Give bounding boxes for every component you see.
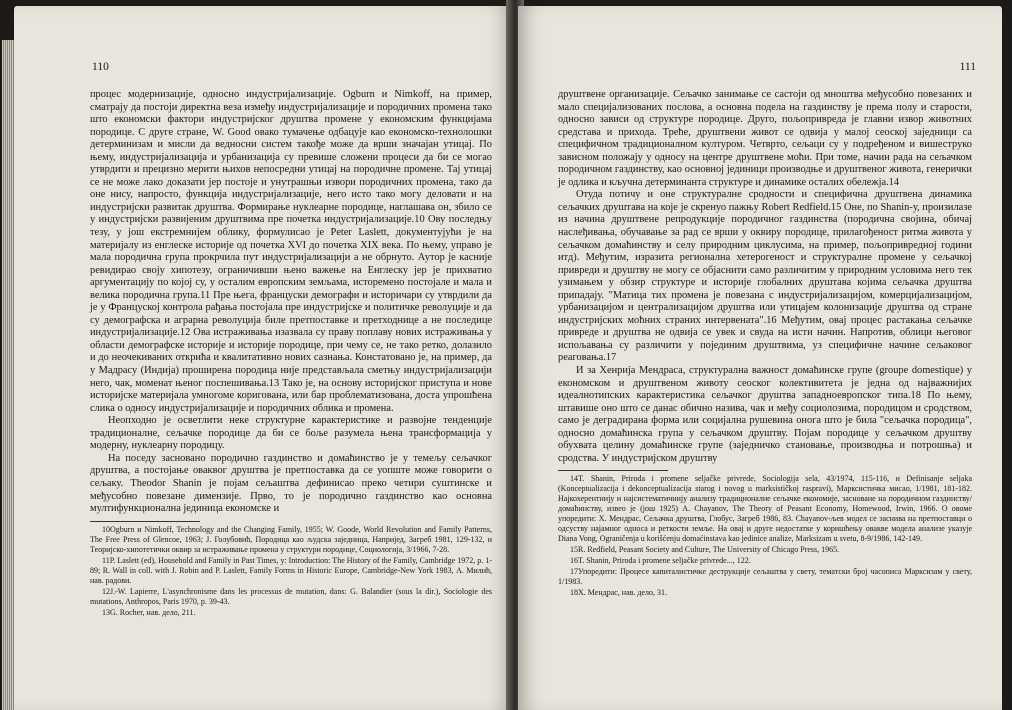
footnote: 18Х. Мендрас, нав. дело, 31. — [570, 588, 668, 598]
footnote-divider — [90, 521, 200, 522]
right-page — [518, 6, 1002, 710]
footnote: 13G. Rocher, нав. дело, 211. — [102, 607, 196, 617]
footnote: 11P. Laslett (ed), Household and Family in Past Times, у: Introduction: The History of the Family, Cambridge 1972, p. 1-89; R. Wall in coll. with J. Robin and P. Laslett, Family Forms in Historic Europe, Cambridge-New York 1983, А. Милић, нав. радови. — [90, 555, 492, 585]
paragraph: процес модернизације, односно индустријализације. Ogburn и Nimkoff, на пример, сматрају да постоји директна веза између индустријализације и породичних промена тако што економски фактори индустријског друштва промене у економским функцијама породице. С друге стране, W. Good овако тумачење одбацује као економско-технолошки детерминизам и мисли да ведносни систем такође може да врши значајан утицај. По њему, индустријализација и урбанизација су превише сложени процеси да би се могао утврдити и прецизно мерити њихов непосредни утицај на породичне промене. Тај утицај се не може лако доказати јер постоје и унутрашњи извори породичних промена, тако да оне нису, напросто, функција индустријализације, него исто тако могу деловати и на индустријски развитак друштва. Формирање нуклеарне породице, наглашава он, збило се у индустријски развијеним друштвима пре почетка индустријализације.10 Ову последњу тезу, у још екстремнијем облику, формулисао је Peter Laslett, документујући је на материјалу из енглеске историје од почетка XVI до почетка XIX века. По њему, управо је мала породична група прокрчила пут индустријализацији а не обрнуто. Аутор је касније ревидирао своју хипотезу, ограничивши њено важење на Енглеску јер је прихватио аргументацију по којој су, у осталим европским земљама, исторемено постојале и мала и велика породична група.11 Пре њега, француски демографи и историчари су утврдили да је у Француској контрола рађања постојала пре индустријске и политичке револуције и да су демографска и аграрна револуција биле претпоставке и претходнице а не последице индустријализације.12 Ова истраживања изазвала су праву поплаву нових истраживања у области демографске историје и историје породице, при чему се, не тако ретко, долазило и до неочекиваних открића и квалитативно нових сазнања. Констатовано је, на пример, да у Мадрасу (Индија) проширена породица није представљала сметњу индустријализацији него, чак, моменат њеног поспешивања.13 Тако је, на основу историјског приступа и нове историјске материјала умногоме коригована, или бар проблематизована, доста упрошћена слика о односу индустријализације и породичних облика и промена. — [90, 89, 492, 414]
footnote: 15R. Redfield, Peasant Society and Culture, The University of Chicago Press, 1965. — [570, 545, 840, 555]
main-text — [558, 89, 972, 599]
footnote: 17Упоредити: Процесе капиталистичке деструкције сељаштва у свету, тематски број часописа Марксизам у свету, 1/1983. — [558, 567, 972, 587]
footnote: 10Ogburn и Nimkoff, Technology and the Changing Family, 1955; W. Goode, World Revolution and Family Patterns, The Free Press of Glencoe, 1963; Ј. Голубовић, Породица као људска заједница, Напријед, Загреб 1981, 129-132, и Теоријско-хипотетички оквир за истраживање промена у структури породице, Социологија, 3/1966, 7-28. — [90, 524, 492, 554]
paragraph: На поседу засновано породично газдинство и домаћинство је у темељу сељачког друштва, а постојање оваквог друштва је претпоставка да се уопште може говорити о сељаку. Theodor Shanin је појам сељаштва дефинисао преко четири суштинске и међусобно повезане димензије. Прво, то је породично газдинство као основна мултифункционална јединица економске и — [90, 452, 492, 515]
paragraph: друштвене организације. Сељачко занимање се састоји од мноштва међусобно повезаних и мало специјализованих послова, а основна подела на газдинству је према полу и старости, односно зависи од структуре породице. Друго, пољопривреда је главни извор животних средстава и прихода. Треће, друштвени живот се одвија у малој сеоској заједници са специфичном традиционалном културом. Четврто, сељаци су у подређеном и вишеструко зависном положају у односу на центре друштвене моћи. При томе, начин рада на сељачком породичном газдинству, као основној јединици производње и друштвеног живота, генерички је одлика и кључна детерминанта структуре и динамике осталих обележја.14 — [558, 89, 972, 188]
footnote: 16T. Shanin, Priroda i promene seljačke privrede..., 122. — [570, 556, 751, 566]
page-number: 111 — [959, 61, 976, 73]
paragraph: Отуда потичу и оне структуралне сродности и специфична друштвена динамика сељачких друштава на које је скренуо пажњу Robert Redfield.15 Оне, по Shanin-у, произилазе из начина друштвене репродукције породичног газдинства (породична својина, обичај наслеђивања, обучавање за рад се врши у оквиру породице, прилагођеност ритма живота у сељачком домаћинству и селу природним циклусима, на пример, пољопривредној години итд). Међутим, изразита регионална хетерогеност и структуралне промене у сељачкој привреди и друштву не могу се објаснити само различитим у природним условима него тек узимањем у обзир структуре и историје глобалних друштава којима сељачка друштва припадају. "Матица тих промена је повезана с индустријализацијом, комерцијализацијом, урбанизацијом и централизацијом друштва или утицајем колонизације друштва од стране индустријских моћних страних интервената".16 Међутим, овај процес растакања сељачке привреде и друштва не одвија се увек и свуда на исти начин. Напротив, облици његовог испољавања су различити у појединим друштвима, уз специфичне начине сељаковог реаговања.17 — [558, 189, 972, 364]
footnotes — [558, 474, 972, 598]
footnote: 12J.-W. Lapierre, L'asynchronisme dans les processus de mutation, dans: G. Balandier (sous la dir.), Sociologie des mutations, Anthropos, Paris 1970, p. 39-43. — [90, 586, 492, 606]
paragraph: И за Хенрија Мендраса, структурална важност домаћинске групе (groupe domestique) у економском и друштвеном животу сеоског колективитета је једна од најважнијих идеалнотипских карактеристика сељачког друштва западноевропског типа.18 По њему, штавише оно што се данас обично назива, чак и међу социолозима, породицом и сродством, само је деградирана форма или социјална рушевина онога што је била "сељачка породица", односно домаћинска група у сељачком друштву. Појам породице у сељачком друштву обухвата целину домаћинске групе (заједничко становање, производња и потрошња) и сродства. У индустријском друштву — [558, 365, 972, 464]
footnote: 14T. Shanin, Priroda i promene seljačke privrede, Sociologija sela, 43/1974, 115-116, и Definisanje seljaka (Konceptualizacija i dekonceptualizacija starog i novog u marksističkoj raspravi), Марксистичка мисао, 1/1981, 181-182. Најкохерентнију и најсистематичнију анализу традиционалне сељачке економије, засноване на породичном газдинству/домаћинству, извео је (још 1925) А. Chayanov, The Theory of Peasant Economy, Homewood, Irwin, 1966. О овоме упоредити: Х. Мендрас, Сељачка друштва, Глобус, Загреб 1986, 83. Chayanov-љев модел се заснива на претпоставци о одсуству најамног односа и реткости земље. На овај и друге недостатке у коришћењу овакве модела анализе указује Diana Vong, Ograničenja u korišćenju domaćinstava kao jedinice analize, Marksizam u svetu, 8-9/1986, 142-149. — [558, 474, 972, 544]
main-text — [90, 89, 492, 619]
footnote-divider — [558, 470, 668, 471]
book-page-edges — [2, 40, 14, 710]
footnotes — [90, 525, 492, 618]
paragraph: Неопходно је осветлити неке структурне карактеристике и развојне тенденције традиционалне, сељачке породице да би се боље разумела њена трансформација у модерну, нуклеарну породицу. — [90, 415, 492, 452]
left-page — [14, 6, 512, 710]
page-number: 110 — [92, 61, 109, 73]
